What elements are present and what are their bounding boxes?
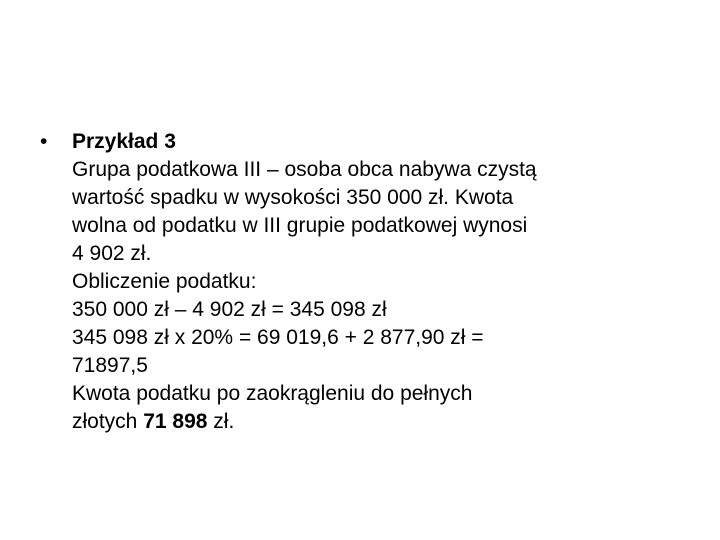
bullet-content [72,128,700,436]
final-suffix: zł. [207,410,235,433]
example-title: Przykład 3 [72,130,176,153]
calculation-line: 345 098 zł x 20% = 69 019,6 + 2 877,90 zł = [72,326,484,349]
text-line: Kwota podatku po zaokrągleniu do pełnych [72,382,473,405]
text-line: 4 902 zł. [72,242,152,265]
final-line [72,408,700,436]
text-line: wartość spadku w wysokości 350 000 zł. Kwota [72,186,514,209]
text-line: wolna od podatku w III grupie podatkowej wynosi [72,214,528,237]
calculation-line: 350 000 zł – 4 902 zł = 345 098 zł [72,298,387,321]
bullet-item [40,128,700,436]
calculation-line: 71897,5 [72,354,148,377]
calculation-heading: Obliczenie podatku: [72,270,257,293]
bullet-icon: • [40,130,48,153]
text-line: Grupa podatkowa III – osoba obca nabywa czystą [72,158,537,181]
final-prefix: złotych [72,410,144,433]
final-amount: 71 898 [143,410,208,433]
